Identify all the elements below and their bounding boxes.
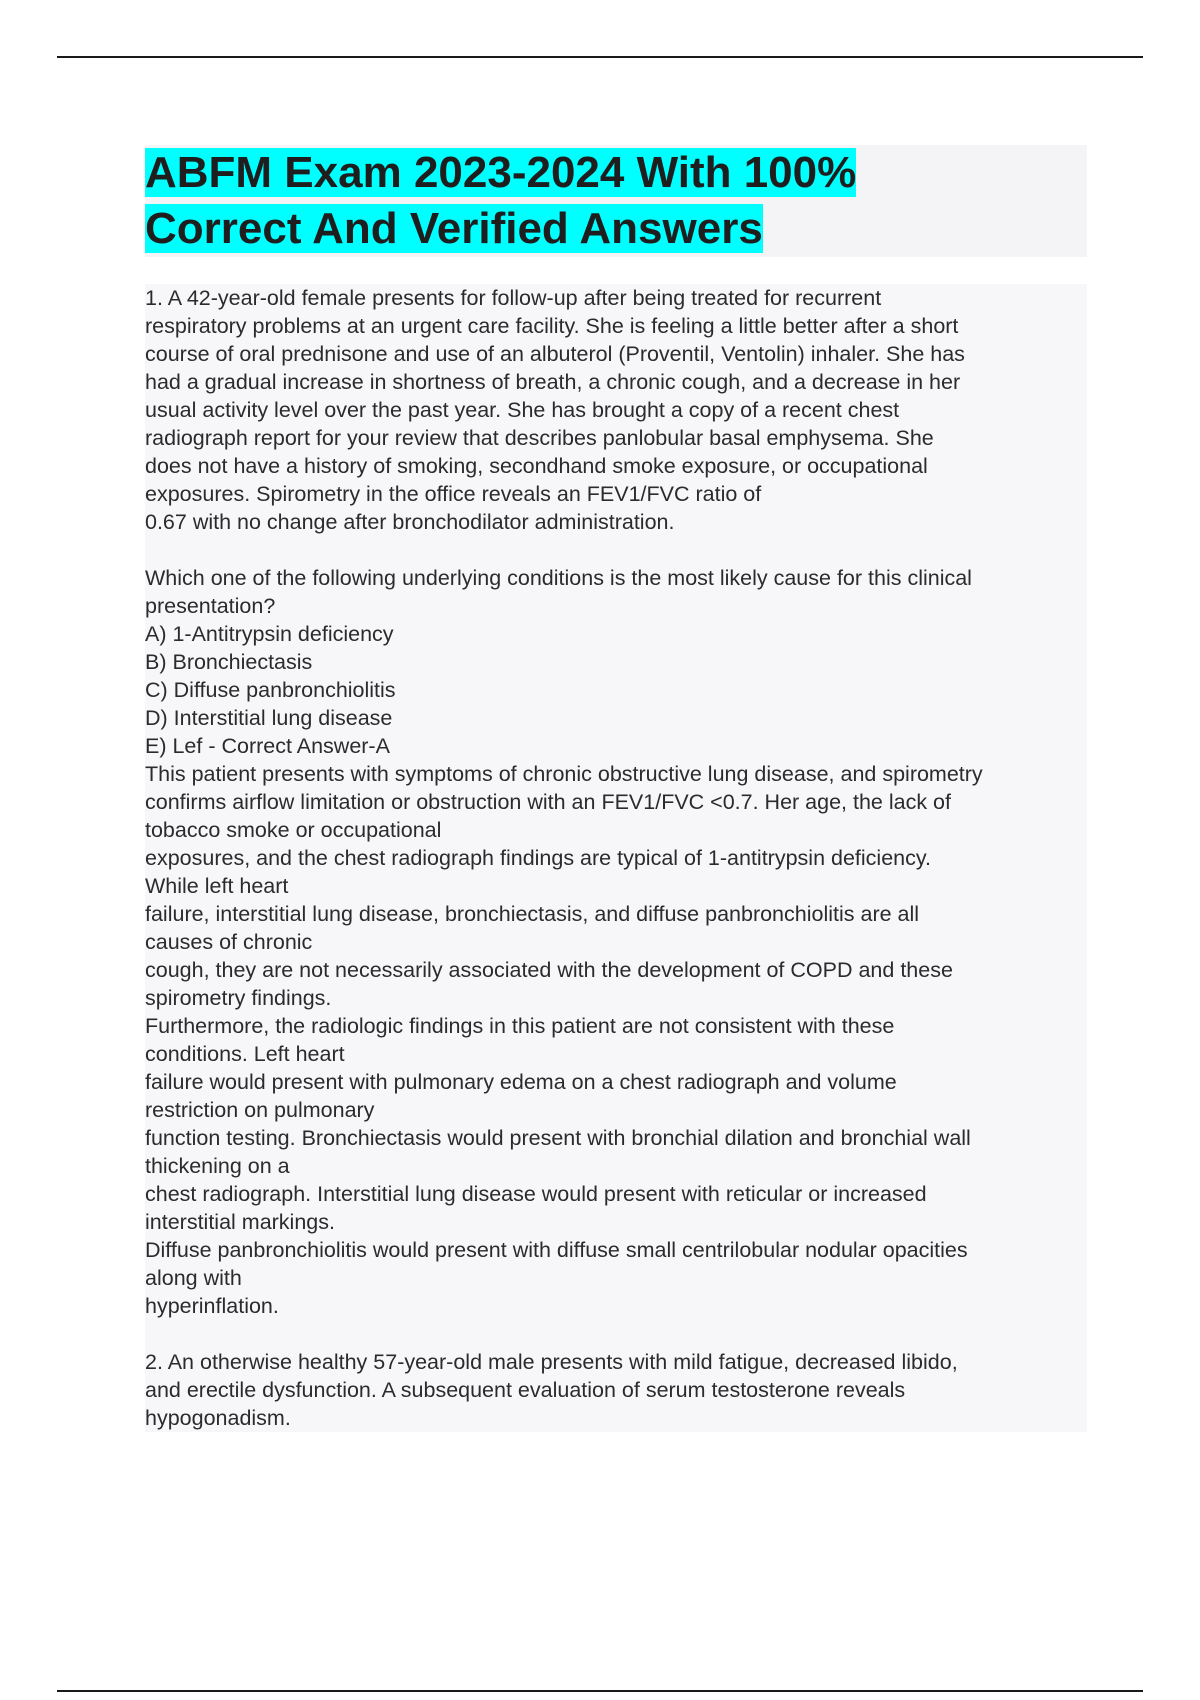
document-body (145, 284, 1087, 1432)
explanation-line: interstitial markings. (145, 1210, 335, 1234)
explanation-line: along with (145, 1266, 242, 1290)
title-line-2: Correct And Verified Answers (145, 204, 763, 253)
explanation-line: restriction on pulmonary (145, 1098, 375, 1122)
explanation-line: failure would present with pulmonary edema on a chest radiograph and volume (145, 1070, 897, 1094)
answer-options (145, 620, 1087, 760)
stem-line: usual activity level over the past year. She has brought a copy of a recent chest (145, 398, 900, 422)
paragraph-gap (145, 1320, 1087, 1348)
option-d: D) Interstitial lung disease (145, 706, 393, 730)
option-a: A) 1-Antitrypsin deficiency (145, 622, 394, 646)
question-1-stem (145, 284, 1087, 536)
document-title (145, 145, 1087, 257)
question-2 (145, 1348, 1087, 1432)
stem-line: exposures. Spirometry in the office reveals an FEV1/FVC ratio of (145, 482, 762, 506)
explanation-line: chest radiograph. Interstitial lung disease would present with reticular or increased (145, 1182, 927, 1206)
stem-line: does not have a history of smoking, secondhand smoke exposure, or occupational (145, 454, 928, 478)
explanation-line: failure, interstitial lung disease, bronchiectasis, and diffuse panbronchiolitis are all (145, 902, 920, 926)
stem-line: 1. A 42-year-old female presents for follow-up after being treated for recurrent (145, 286, 882, 310)
explanation-line: function testing. Bronchiectasis would present with bronchial dilation and bronchial wall (145, 1126, 971, 1150)
explanation-line: confirms airflow limitation or obstruction with an FEV1/FVC <0.7. Her age, the lack of (145, 790, 951, 814)
explanation-line: causes of chronic (145, 930, 313, 954)
document-title-block (145, 145, 1087, 257)
stem-line: radiograph report for your review that describes panlobular basal emphysema. She (145, 426, 934, 450)
explanation-line: spirometry findings. (145, 986, 332, 1010)
explanation-line: hyperinflation. (145, 1294, 279, 1318)
paragraph-gap (145, 536, 1087, 564)
stem-line: hypogonadism. (145, 1406, 291, 1430)
stem-line: course of oral prednisone and use of an albuterol (Proventil, Ventolin) inhaler. She has (145, 342, 965, 366)
explanation-line: This patient presents with symptoms of chronic obstructive lung disease, and spirometry (145, 762, 983, 786)
explanation (145, 760, 1087, 1320)
option-b: B) Bronchiectasis (145, 650, 313, 674)
explanation-line: exposures, and the chest radiograph findings are typical of 1-antitrypsin deficiency. (145, 846, 931, 870)
explanation-line: conditions. Left heart (145, 1042, 345, 1066)
explanation-line: tobacco smoke or occupational (145, 818, 442, 842)
explanation-line: cough, they are not necessarily associated with the development of COPD and these (145, 958, 953, 982)
prompt-line: Which one of the following underlying conditions is the most likely cause for this clinical (145, 566, 972, 590)
stem-line: respiratory problems at an urgent care facility. She is feeling a little better after a short (145, 314, 959, 338)
option-c: C) Diffuse panbronchiolitis (145, 678, 396, 702)
stem-line: 2. An otherwise healthy 57-year-old male presents with mild fatigue, decreased libido, (145, 1350, 958, 1374)
stem-line: 0.67 with no change after bronchodilator administration. (145, 510, 675, 534)
explanation-line: thickening on a (145, 1154, 290, 1178)
explanation-line: Diffuse panbronchiolitis would present with diffuse small centrilobular nodular opacities (145, 1238, 968, 1262)
question-1 (145, 284, 1087, 1320)
option-e: E) Lef - Correct Answer-A (145, 734, 390, 758)
title-line-1: ABFM Exam 2023-2024 With 100% (145, 148, 857, 197)
bottom-rule (57, 1690, 1143, 1692)
prompt-line: presentation? (145, 594, 276, 618)
explanation-line: Furthermore, the radiologic findings in this patient are not consistent with these (145, 1014, 895, 1038)
question-1-prompt (145, 564, 1087, 620)
stem-line: had a gradual increase in shortness of breath, a chronic cough, and a decrease in her (145, 370, 961, 394)
top-rule (57, 56, 1143, 58)
explanation-line: While left heart (145, 874, 289, 898)
stem-line: and erectile dysfunction. A subsequent evaluation of serum testosterone reveals (145, 1378, 906, 1402)
